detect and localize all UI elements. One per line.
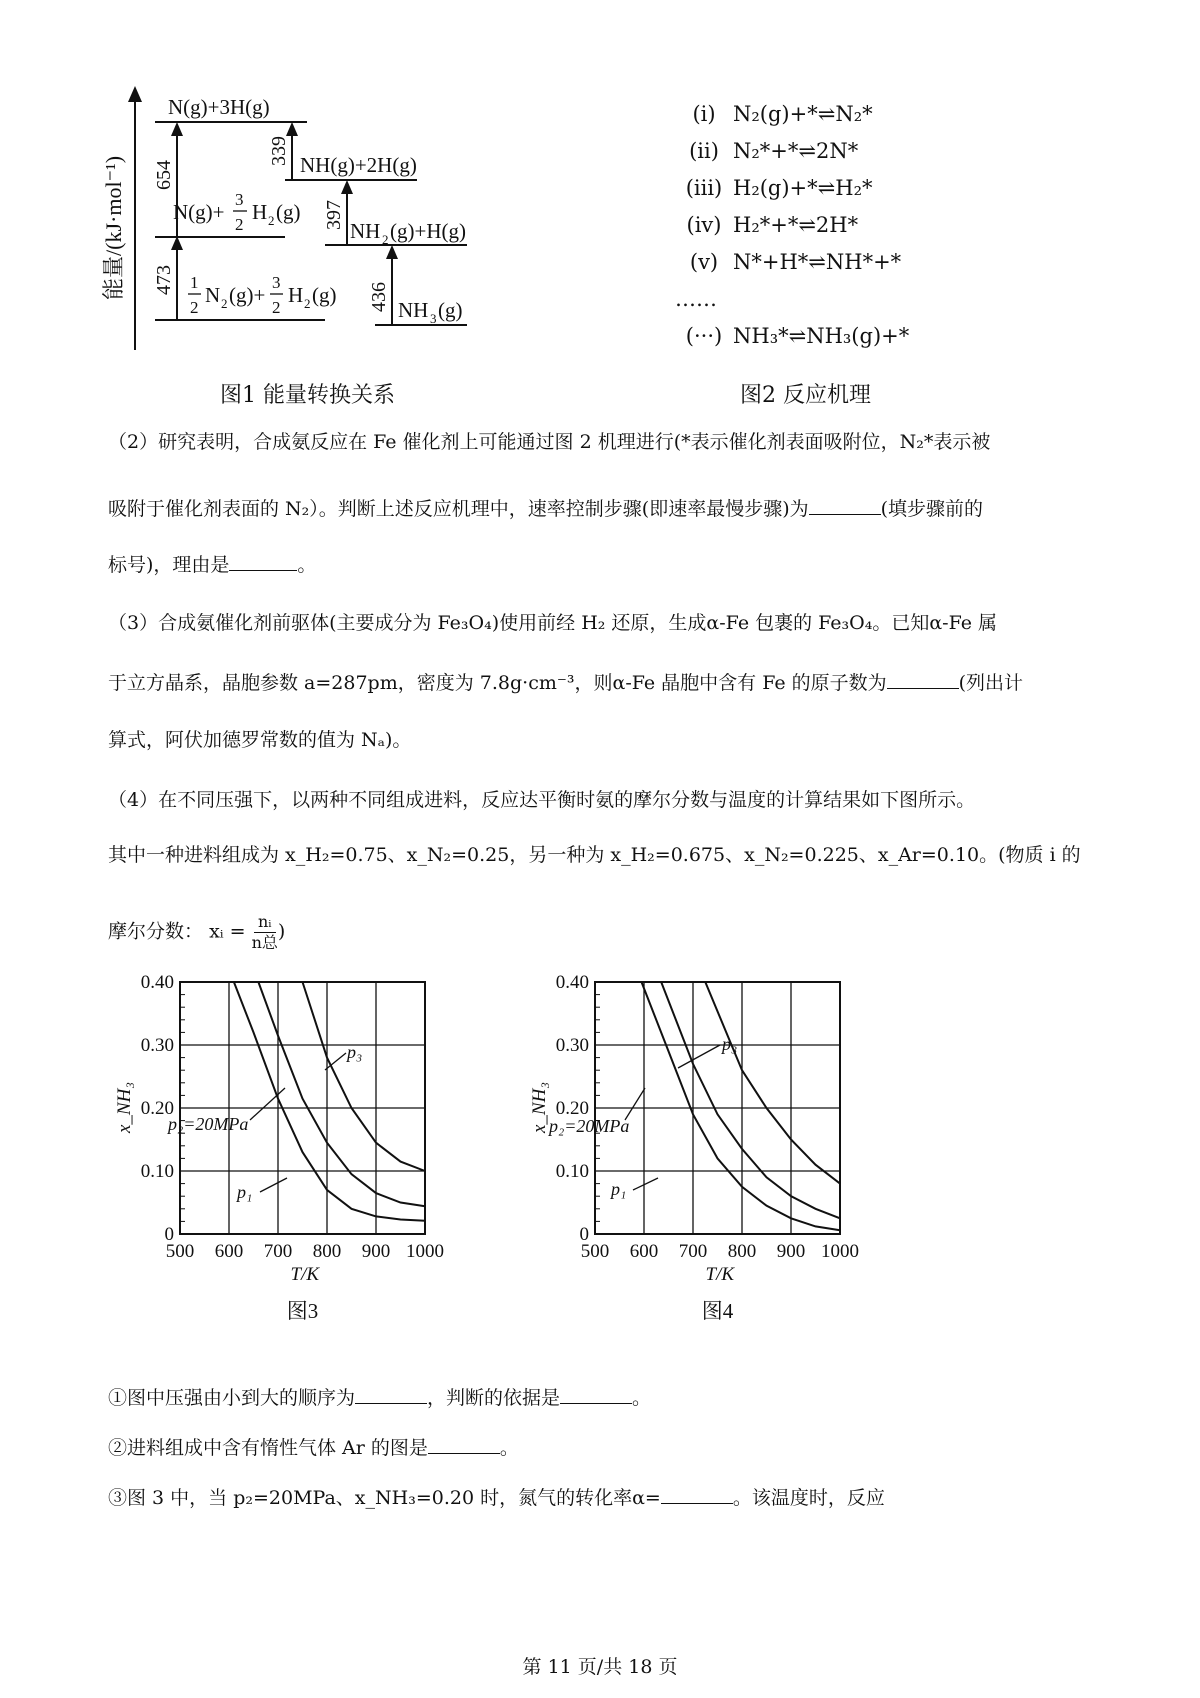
level-nh3 xyxy=(398,298,463,326)
svg-text:(g)+: (g)+ xyxy=(229,283,266,307)
annotation-leader xyxy=(633,1178,658,1190)
series-annotation: p₃ xyxy=(722,1034,738,1054)
y-tick-label: 0.10 xyxy=(140,1161,174,1182)
svg-text:3: 3 xyxy=(235,190,244,209)
svg-text:H: H xyxy=(288,283,304,307)
mechanism-step: …… xyxy=(675,287,717,311)
mechanism-list xyxy=(675,96,975,355)
q4-sub1: ①图中压强由小到大的顺序为 ，判断的依据是 。 xyxy=(108,1387,652,1409)
y-tick-label: 0.40 xyxy=(140,972,174,993)
svg-text:(g): (g) xyxy=(438,298,463,322)
answer-blank[interactable] xyxy=(887,670,959,689)
chart-caption: 图3 xyxy=(286,1299,319,1323)
series-annotation: p₂=20MPa xyxy=(168,1114,249,1134)
svg-text:2: 2 xyxy=(221,296,228,311)
series-annotation: p₁ xyxy=(611,1179,627,1199)
y-axis-label: x_NH₃ xyxy=(529,1082,550,1133)
series-line-p3 xyxy=(705,982,840,1184)
x-axis-label: T/K xyxy=(705,1264,735,1285)
mechanism-step: (iv) H₂*+*⇌2H* xyxy=(686,213,859,237)
x-tick-label: 500 xyxy=(165,1241,195,1262)
answer-blank[interactable] xyxy=(428,1435,500,1454)
x-tick-label: 1000 xyxy=(406,1241,444,1262)
chart-fig3 xyxy=(100,970,500,1350)
q2-line1: （2）研究表明，合成氨反应在 Fe 催化剂上可能通过图 2 机理进行(*表示催化剂表面吸附位，N₂*表示被 xyxy=(108,431,991,453)
svg-text:N: N xyxy=(205,283,221,307)
svg-text:3: 3 xyxy=(430,311,437,326)
q2-line3: 标号)，理由是 。 xyxy=(108,554,317,576)
energy-diagram xyxy=(95,80,525,380)
x-tick-label: 800 xyxy=(727,1241,757,1262)
mechanism-step: (···) NH₃*⇌NH₃(g)+* xyxy=(685,324,910,348)
x-tick-label: 900 xyxy=(361,1241,391,1262)
series-line-p220mpa xyxy=(258,982,425,1206)
series-line-p1 xyxy=(234,982,425,1221)
answer-blank[interactable] xyxy=(661,1485,733,1504)
mechanism-step: (ii) N₂*+*⇌2N* xyxy=(689,139,859,163)
answer-blank[interactable] xyxy=(355,1385,427,1404)
x-tick-label: 1000 xyxy=(821,1241,859,1262)
level-n-mid xyxy=(173,190,301,234)
svg-text:(g): (g) xyxy=(276,200,301,224)
chart-caption: 图4 xyxy=(701,1299,734,1323)
y-tick-label: 0 xyxy=(164,1224,174,1245)
x-tick-label: 900 xyxy=(776,1241,806,1262)
svg-text:NH: NH xyxy=(350,219,381,243)
series-line-p1 xyxy=(642,982,841,1230)
q2-line2: 吸附于催化剂表面的 N₂）。判断上述反应机理中，速率控制步骤(即速率最慢步骤)为 (填步骤前的 xyxy=(108,498,984,520)
svg-text:2: 2 xyxy=(272,298,281,317)
answer-blank[interactable] xyxy=(229,552,297,571)
chart-fig4 xyxy=(515,970,915,1350)
x-tick-label: 700 xyxy=(678,1241,708,1262)
y-tick-label: 0.10 xyxy=(555,1161,589,1182)
svg-text:(g): (g) xyxy=(312,283,337,307)
svg-text:N(g)+: N(g)+ xyxy=(173,200,225,224)
svg-text:2: 2 xyxy=(304,296,311,311)
q3-line2: 于立方晶系，晶胞参数 a=287pm，密度为 7.8g·cm⁻³，则α-Fe 晶胞中含有 Fe 的原子数为 (列出计 xyxy=(108,672,1024,694)
y-tick-label: 0 xyxy=(579,1224,589,1245)
mechanism-step: (v) N*+H*⇌NH*+* xyxy=(689,250,902,274)
level-bottom xyxy=(188,273,337,317)
value-397: 397 xyxy=(323,200,345,230)
q3-line3: 算式，阿伏加德罗常数的值为 Nₐ)。 xyxy=(108,729,412,751)
svg-text:(g)+H(g): (g)+H(g) xyxy=(390,219,466,243)
mechanism-step: (iii) H₂(g)+*⇌H₂* xyxy=(685,176,873,200)
svg-text:NH: NH xyxy=(398,298,429,322)
value-436: 436 xyxy=(368,282,390,312)
y-axis-label: x_NH₃ xyxy=(114,1082,135,1133)
x-tick-label: 700 xyxy=(263,1241,293,1262)
y-tick-label: 0.40 xyxy=(555,972,589,993)
q3-line1: （3）合成氨催化剂前驱体(主要成分为 Fe₃O₄)使用前经 H₂ 还原，生成α-Fe 包裹的 Fe₃O₄。已知α-Fe 属 xyxy=(108,612,998,634)
fig2-caption: 图2 反应机理 xyxy=(740,383,871,408)
series-annotation: p₂=20MPa xyxy=(549,1116,630,1136)
svg-text:2: 2 xyxy=(382,232,389,247)
q4-line2: 其中一种进料组成为 x_H₂=0.75、x_N₂=0.25，另一种为 x_H₂=0.675、x_N₂=0.225、x_Ar=0.10。(物质 i 的 xyxy=(108,844,1081,866)
series-annotation: p₃ xyxy=(347,1042,363,1062)
annotation-leader xyxy=(678,1045,720,1068)
svg-text:3: 3 xyxy=(272,273,281,292)
y-tick-label: 0.20 xyxy=(555,1098,589,1119)
series-line-p3 xyxy=(303,982,426,1171)
page-footer: 第 11 页/共 18 页 xyxy=(522,1656,678,1678)
answer-blank[interactable] xyxy=(560,1385,632,1404)
annotation-leader xyxy=(260,1178,287,1192)
q4-line3: 摩尔分数： xᵢ = nᵢ n总 ) xyxy=(108,912,286,952)
q4-sub2: ②进料组成中含有惰性气体 Ar 的图是 。 xyxy=(108,1437,519,1459)
value-654: 654 xyxy=(153,160,175,190)
svg-text:1: 1 xyxy=(190,273,199,292)
svg-text:H: H xyxy=(252,200,268,224)
svg-text:2: 2 xyxy=(268,213,275,228)
x-tick-label: 600 xyxy=(629,1241,659,1262)
series-annotation: p₁ xyxy=(237,1182,253,1202)
svg-text:2: 2 xyxy=(190,298,199,317)
q4-line1: （4）在不同压强下，以两种不同组成进料，反应达平衡时氨的摩尔分数与温度的计算结果如下图所示。 xyxy=(108,789,976,811)
y-tick-label: 0.30 xyxy=(555,1035,589,1056)
x-tick-label: 500 xyxy=(580,1241,610,1262)
y-tick-label: 0.20 xyxy=(140,1098,174,1119)
q4-sub3: ③图 3 中，当 p₂=20MPa、x_NH₃=0.20 时，氮气的转化率α= 。该温度时，反应 xyxy=(108,1487,885,1509)
answer-blank[interactable] xyxy=(809,496,881,515)
x-axis-label: T/K xyxy=(290,1264,320,1285)
level-nh: NH(g)+2H(g) xyxy=(300,153,417,177)
fig1-caption: 图1 能量转换关系 xyxy=(220,383,395,408)
y-tick-label: 0.30 xyxy=(140,1035,174,1056)
value-473: 473 xyxy=(153,265,175,295)
value-339: 339 xyxy=(268,136,290,166)
level-nh2 xyxy=(350,219,466,247)
x-tick-label: 800 xyxy=(312,1241,342,1262)
level-top: N(g)+3H(g) xyxy=(168,95,270,119)
mechanism-step: (i) N₂(g)+*⇌N₂* xyxy=(692,102,873,126)
fig1-ylabel: 能量/(kJ·mol⁻¹) xyxy=(101,155,126,300)
svg-text:2: 2 xyxy=(235,215,244,234)
x-tick-label: 600 xyxy=(214,1241,244,1262)
mole-fraction-formula: xᵢ = nᵢ n总 xyxy=(209,912,278,952)
